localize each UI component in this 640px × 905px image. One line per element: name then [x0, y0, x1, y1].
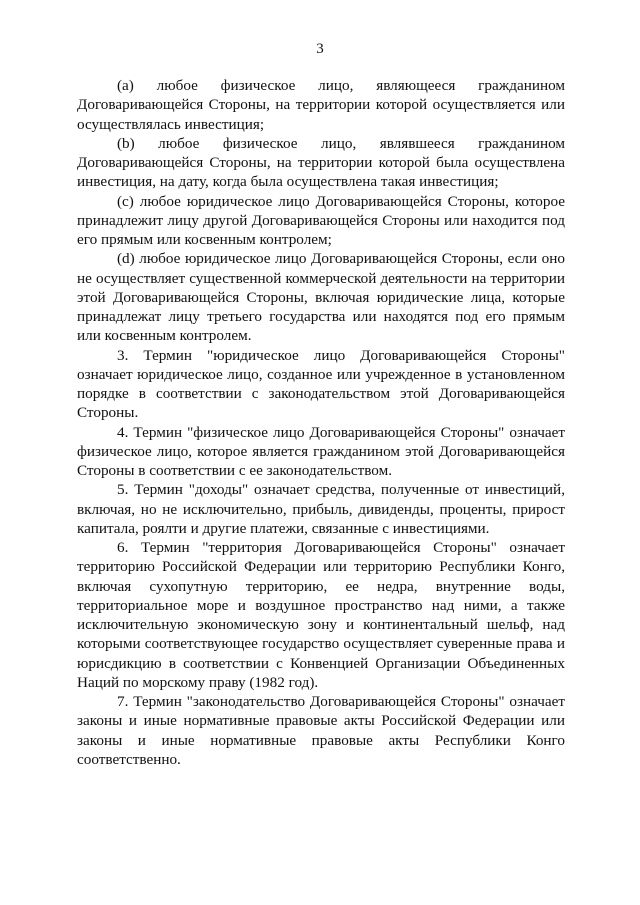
paragraph-clause-a: (a) любое физическое лицо, являющееся гражданином Договаривающейся Стороны, на территории которой осуществляется или осуществлялась инвестиция;: [77, 77, 565, 133]
paragraph-article-5: 5. Термин "доходы" означает средства, полученные от инвестиций, включая, но не исключительно, прибыль, дивиденды, проценты, прирост капитала, роялти и другие платежи, связанные с инвестициями.: [77, 481, 565, 537]
paragraph-article-4: 4. Термин "физическое лицо Договаривающейся Стороны" означает физическое лицо, которое является гражданином этой Договаривающейся Стороны в соответствии с ее законодательством.: [77, 423, 565, 479]
paragraph-clause-d: (d) любое юридическое лицо Договаривающейся Стороны, если оно не осуществляет существенной коммерческой деятельности на территории этой Договаривающейся Стороны, включая юридические лица, которые принадлежат лицу третьего государства или находятся под его прямым или косвенным контролем.: [77, 250, 565, 345]
document-body: [77, 76, 565, 769]
paragraph-clause-b: (b) любое физическое лицо, являвшееся гражданином Договаривающейся Стороны, на территории которой была осуществлена инвестиция, на дату, когда была осуществлена такая инвестиция;: [77, 134, 565, 191]
paragraph-clause-c: (c) любое юридическое лицо Договаривающейся Стороны, которое принадлежит лицу другой Договаривающейся Стороны или находится под его прямым или косвенным контролем;: [77, 192, 565, 248]
paragraph-article-3: 3. Термин "юридическое лицо Договаривающейся Стороны" означает юридическое лицо, созданное или учрежденное в установленном порядке в соответствии с законодательством этой Договаривающейся Стороны.: [77, 346, 565, 422]
page-number: 3: [316, 41, 324, 57]
paragraph-article-7: 7. Термин "законодательство Договаривающейся Стороны" означает законы и иные нормативные правовые акты Российской Федерации или законы и иные нормативные правовые акты Республики Конго соответственно.: [77, 693, 565, 768]
paragraph-article-6: 6. Термин "территория Договаривающейся Стороны" означает территорию Российской Федерации или территорию Республики Конго, включая сухопутную территорию, ее недра, внутренние воды, территориальное море и воздушное пространство над ними, а также исключительную экономическую зону и континентальный шельф, над которыми соответствующее государство осуществляет суверенные права и юрисдикцию в соответствии с Конвенцией Организации Объединенных Наций по морскому праву (1982 год).: [77, 539, 565, 691]
